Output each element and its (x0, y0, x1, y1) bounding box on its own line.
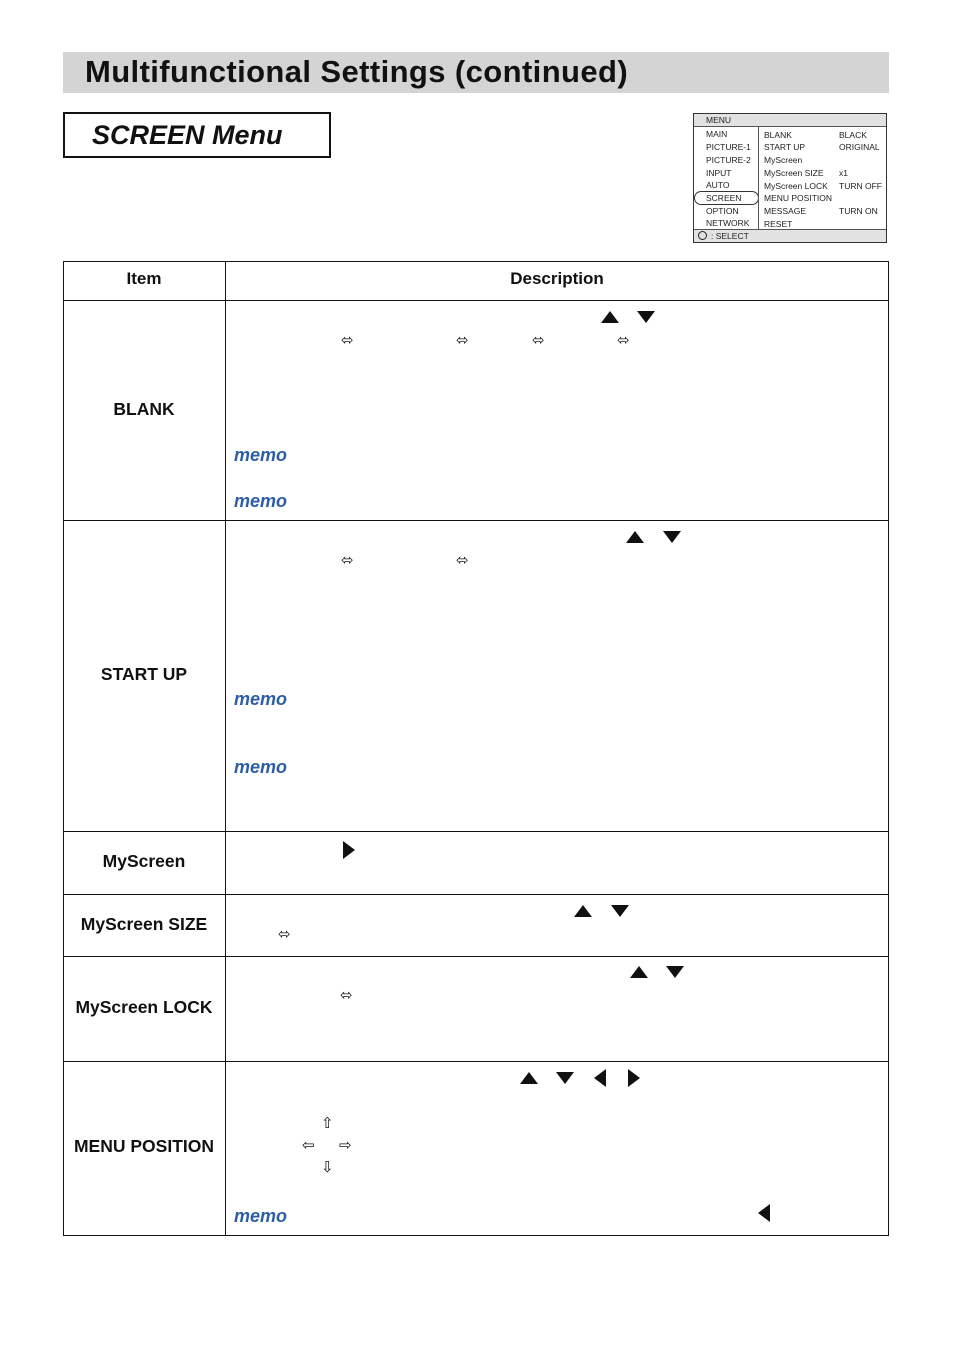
memo-label: memo (234, 689, 288, 709)
row-divider (63, 956, 889, 957)
item-myscreen-size: MyScreen SIZE (80, 914, 208, 934)
osd-sub-item-blank: BLANK (764, 130, 792, 140)
osd-sub-item-menu-position: MENU POSITION (764, 193, 833, 203)
osd-sub-item-message: MESSAGE (764, 206, 807, 216)
swap-arrow-icon: ⬄ (617, 332, 630, 349)
page-title: Multifunctional Settings (continued) (85, 54, 629, 89)
description-table (63, 261, 889, 1236)
select-button-icon (698, 231, 707, 240)
item-blank: BLANK (113, 399, 175, 419)
row-divider (63, 1061, 889, 1062)
left-arrow-icon (594, 1069, 606, 1087)
swap-arrow-icon: ⬄ (456, 552, 469, 569)
row-divider (63, 894, 889, 895)
left-arrow-icon (758, 1204, 770, 1222)
down-arrow-icon (666, 966, 684, 978)
osd-main-item-main: MAIN (706, 129, 728, 139)
osd-main-item-picture-1: PICTURE-1 (706, 142, 751, 152)
table-border-bottom (63, 1235, 889, 1236)
swap-arrow-icon: ⬄ (278, 926, 291, 943)
osd-main-item-input: INPUT (706, 168, 732, 178)
osd-sub-value-message: TURN ON (839, 206, 878, 216)
down-arrow-icon (663, 531, 681, 543)
memo-label: memo (234, 445, 288, 465)
item-myscreen: MyScreen (102, 851, 186, 871)
osd-main-item-screen: SCREEN (706, 193, 742, 203)
osd-menu-header (694, 114, 886, 127)
osd-sub-item-myscreen-lock: MyScreen LOCK (764, 181, 828, 191)
up-arrow-icon (601, 311, 619, 323)
table-header-divider (63, 300, 889, 301)
title-bar (63, 52, 889, 93)
up-arrow-icon (574, 905, 592, 917)
osd-sub-item-myscreen-size: MyScreen SIZE (764, 168, 824, 178)
row-divider (63, 520, 889, 521)
down-arrow-icon (611, 905, 629, 917)
right-arrow-icon (628, 1069, 640, 1087)
up-arrow-icon (630, 966, 648, 978)
osd-sub-item-start-up: START UP (764, 142, 806, 152)
swap-arrow-icon: ⬄ (340, 987, 353, 1004)
osd-footer-label: : SELECT (711, 231, 749, 241)
right-outline-arrow-icon: ⇨ (339, 1137, 352, 1154)
down-arrow-icon (637, 311, 655, 323)
osd-sub-value-myscreen-lock: TURN OFF (839, 181, 882, 191)
osd-sub-value-myscreen-size: x1 (839, 168, 848, 178)
up-arrow-icon (626, 531, 644, 543)
row-divider (63, 831, 889, 832)
memo-label: memo (234, 1206, 288, 1226)
osd-menu-header-label: MENU (706, 115, 732, 125)
osd-main-item-option: OPTION (706, 206, 739, 216)
section-title: SCREEN Menu (92, 120, 283, 150)
osd-main-item-auto: AUTO (706, 180, 730, 190)
down-outline-arrow-icon: ⇩ (321, 1159, 334, 1176)
swap-arrow-icon: ⬄ (456, 332, 469, 349)
header-description: Description (510, 269, 604, 288)
osd-sub-item-reset: RESET (764, 219, 793, 229)
swap-arrow-icon: ⬄ (532, 332, 545, 349)
right-arrow-icon (343, 841, 355, 859)
swap-arrow-icon: ⬄ (341, 332, 354, 349)
table-border-right (888, 261, 889, 1236)
osd-main-item-network: NETWORK (706, 218, 750, 228)
osd-menu-thumbnail (693, 113, 887, 243)
osd-menu-footer (694, 229, 886, 242)
down-arrow-icon (556, 1072, 574, 1084)
memo-label: memo (234, 757, 288, 777)
up-outline-arrow-icon: ⇧ (321, 1115, 334, 1132)
item-menu-position: MENU POSITION (73, 1136, 214, 1156)
swap-arrow-icon: ⬄ (341, 552, 354, 569)
item-myscreen-lock: MyScreen LOCK (75, 997, 213, 1017)
header-item: Item (126, 269, 162, 288)
section-heading-box (63, 112, 331, 158)
memo-label: memo (234, 491, 288, 511)
column-divider (225, 261, 226, 1236)
osd-sub-value-start-up: ORIGINAL (839, 142, 880, 152)
up-arrow-icon (520, 1072, 538, 1084)
item-start-up: START UP (100, 664, 188, 684)
osd-main-item-picture-2: PICTURE-2 (706, 155, 751, 165)
osd-sub-item-myscreen: MyScreen (764, 155, 803, 165)
table-border-top (63, 261, 889, 262)
left-outline-arrow-icon: ⇦ (302, 1137, 315, 1154)
osd-sub-value-blank: BLACK (839, 130, 867, 140)
